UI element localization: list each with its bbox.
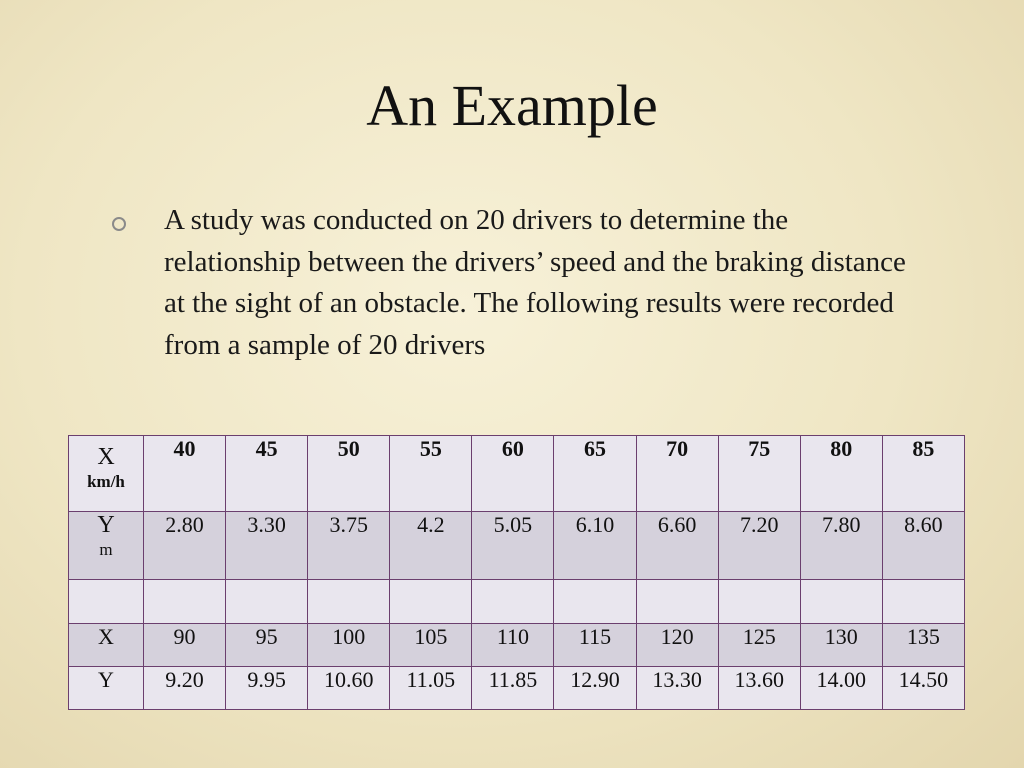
- cell-value: 85: [912, 436, 935, 461]
- table-cell: [882, 667, 964, 710]
- table-cell-empty: [472, 580, 554, 624]
- table-cell: [472, 667, 554, 710]
- cell-value: 130: [824, 624, 858, 649]
- table-cell: [882, 512, 964, 580]
- cell-value: 3.30: [247, 512, 286, 537]
- cell-value: 14.00: [816, 667, 867, 692]
- table-cell-empty: [144, 580, 226, 624]
- table-cell: [144, 436, 226, 512]
- cell-value: 90: [173, 624, 196, 649]
- table-cell: [636, 436, 718, 512]
- table-cell-empty: [69, 580, 144, 624]
- row-label-y: Y: [97, 512, 115, 538]
- table-cell: [472, 512, 554, 580]
- table-cell: [554, 624, 636, 667]
- cell-value: 80: [830, 436, 853, 461]
- table-cell: [226, 512, 308, 580]
- cell-value: 110: [496, 624, 530, 649]
- table-cell: [554, 667, 636, 710]
- table-cell: [308, 512, 390, 580]
- table-cell: [800, 512, 882, 580]
- cell-value: 115: [578, 624, 612, 649]
- cell-value: 13.60: [734, 667, 784, 692]
- cell-value: 40: [173, 436, 196, 461]
- cell-value: 55: [419, 436, 442, 461]
- cell-value: 5.05: [493, 512, 533, 537]
- cell-value: 3.75: [329, 512, 368, 537]
- table-cell: [144, 512, 226, 580]
- data-table: [68, 435, 965, 710]
- table-cell: [472, 436, 554, 512]
- table-cell: [144, 667, 226, 710]
- circle-bullet-icon: [112, 217, 126, 231]
- table-cell: [800, 667, 882, 710]
- cell-value: 10.60: [323, 667, 374, 692]
- table-row-y-1: [69, 512, 965, 580]
- table-cell: [308, 667, 390, 710]
- table-cell: [636, 624, 718, 667]
- table-cell: [390, 436, 472, 512]
- table-cell-empty: [718, 580, 800, 624]
- bullet-text: A study was conducted on 20 drivers to determine the relationship between the drivers’ speed and the braking distance at the sight of an obstacle. The following results were recorded from a sample of 20 drivers: [164, 204, 906, 361]
- cell-value: 4.2: [417, 512, 445, 537]
- table-cell-empty: [308, 580, 390, 624]
- cell-value: 6.60: [657, 512, 697, 537]
- cell-value: 45: [255, 436, 278, 461]
- cell-value: 7.80: [822, 512, 861, 537]
- cell-value: 7.20: [739, 512, 779, 537]
- table-row-y-2: [69, 667, 965, 710]
- table-cell: [390, 512, 472, 580]
- cell-value: 100: [332, 624, 366, 649]
- cell-value: 120: [660, 624, 694, 649]
- table-cell-empty: [800, 580, 882, 624]
- cell-value: 14.50: [898, 667, 949, 692]
- cell-value: 50: [337, 436, 360, 461]
- cell-value: 8.60: [904, 512, 943, 537]
- cell-value: 11.85: [488, 667, 538, 692]
- table-cell: [308, 436, 390, 512]
- row-unit-m: m: [99, 540, 113, 559]
- table-cell: [718, 624, 800, 667]
- cell-value: 75: [748, 436, 771, 461]
- table-row-empty: [69, 580, 965, 624]
- table-cell: [800, 624, 882, 667]
- table-cell: [882, 436, 964, 512]
- table-row-x-2: [69, 624, 965, 667]
- table-cell: [472, 624, 554, 667]
- cell-value: 60: [501, 436, 524, 461]
- table-cell: [554, 512, 636, 580]
- cell-value: 95: [255, 624, 278, 649]
- cell-value: 70: [666, 436, 689, 461]
- table-cell: [718, 436, 800, 512]
- table-cell: [718, 512, 800, 580]
- slide-title: An Example: [366, 73, 658, 138]
- table-cell: [390, 667, 472, 710]
- cell-value: 11.05: [406, 667, 456, 692]
- table-cell-empty: [554, 580, 636, 624]
- table-cell: [554, 436, 636, 512]
- row-unit-kmh: km/h: [87, 472, 125, 491]
- row-label-y: Y: [98, 667, 114, 692]
- row-label-cell: [69, 512, 144, 580]
- cell-value: 135: [906, 624, 940, 649]
- table-cell: [636, 667, 718, 710]
- cell-value: 6.10: [575, 512, 615, 537]
- cell-value: 2.80: [165, 512, 204, 537]
- table-cell: [226, 436, 308, 512]
- table-cell: [144, 624, 226, 667]
- table-cell: [308, 624, 390, 667]
- table-cell: [226, 624, 308, 667]
- table-cell-empty: [882, 580, 964, 624]
- row-label-cell: [69, 624, 144, 667]
- table-cell: [390, 624, 472, 667]
- row-label-x: X: [97, 444, 115, 470]
- table-cell-empty: [226, 580, 308, 624]
- cell-value: 65: [584, 436, 607, 461]
- table-cell: [718, 667, 800, 710]
- cell-value: 12.90: [570, 667, 620, 692]
- table-row-x-1: [69, 436, 965, 512]
- table-cell: [636, 512, 718, 580]
- table-cell-empty: [636, 580, 718, 624]
- cell-value: 9.95: [247, 667, 286, 692]
- table-cell: [800, 436, 882, 512]
- row-label-x: X: [98, 624, 114, 649]
- row-label-cell: [69, 436, 144, 512]
- table-cell: [226, 667, 308, 710]
- cell-value: 13.30: [652, 667, 702, 692]
- cell-value: 9.20: [165, 667, 204, 692]
- table-cell: [882, 624, 964, 667]
- cell-value: 105: [414, 624, 448, 649]
- row-label-cell: [69, 667, 144, 710]
- table-cell-empty: [390, 580, 472, 624]
- cell-value: 125: [742, 624, 776, 649]
